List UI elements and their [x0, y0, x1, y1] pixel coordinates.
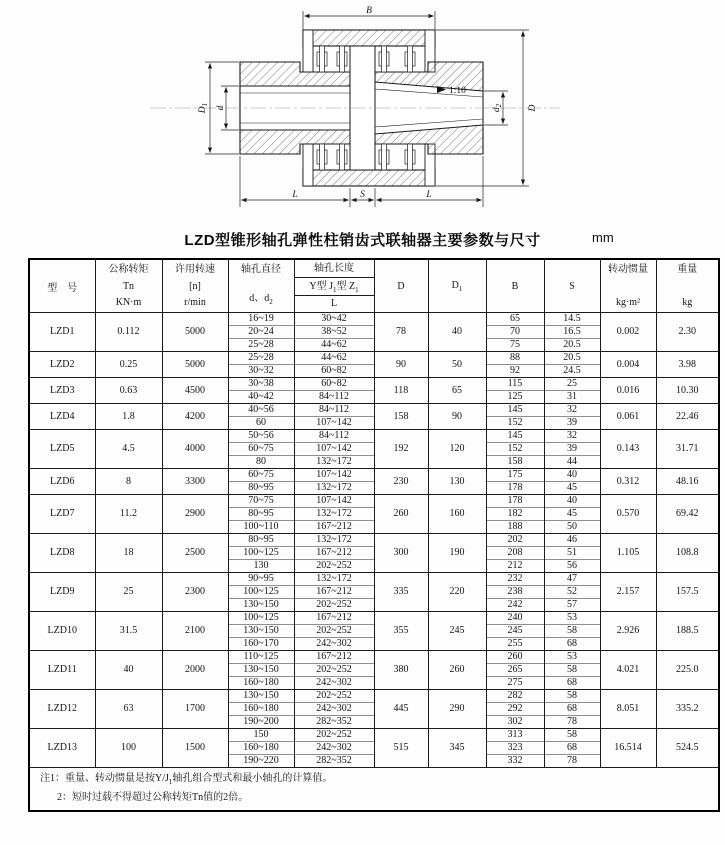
table-cell: 178 — [486, 482, 544, 495]
table-cell: 1500 — [162, 729, 228, 768]
table-cell: LZD9 — [29, 573, 95, 612]
table-cell: 57 — [544, 599, 600, 612]
table-cell: LZD3 — [29, 378, 95, 404]
sleeve-flange-bottom — [303, 170, 435, 186]
table-cell: 167~212 — [294, 612, 374, 625]
table-cell: 225.0 — [656, 651, 719, 690]
table-cell: 40 — [544, 469, 600, 482]
table-cell: 46 — [544, 534, 600, 547]
table-cell: 20~24 — [228, 326, 294, 339]
table-cell: 53 — [544, 651, 600, 664]
table-cell: 3.98 — [656, 352, 719, 378]
table-cell: 25 — [95, 573, 162, 612]
table-cell: 202~252 — [294, 625, 374, 638]
table-cell: 2500 — [162, 534, 228, 573]
table-cell: 100 — [95, 729, 162, 768]
table-row-lzd1 — [29, 313, 719, 326]
table-cell: 2.30 — [656, 313, 719, 352]
table-cell: 10.30 — [656, 378, 719, 404]
table-cell: 188.5 — [656, 612, 719, 651]
table-cell: 78 — [544, 755, 600, 768]
table-cell: 118 — [374, 378, 428, 404]
table-cell: 4500 — [162, 378, 228, 404]
table-cell: 68 — [544, 638, 600, 651]
table-cell: 68 — [544, 703, 600, 716]
table-cell: LZD4 — [29, 404, 95, 430]
table-cell: 0.25 — [95, 352, 162, 378]
table-cell: 130~150 — [228, 625, 294, 638]
table-row-lzd7 — [29, 495, 719, 508]
table-cell: 108.8 — [656, 534, 719, 573]
table-cell: 84~112 — [294, 404, 374, 417]
dim-label-s: S — [360, 190, 365, 200]
table-cell: 70 — [486, 326, 544, 339]
table-cell: 3300 — [162, 469, 228, 495]
table-cell: 60~82 — [294, 378, 374, 391]
table-cell: 115 — [486, 378, 544, 391]
table-cell: 132~172 — [294, 534, 374, 547]
table-cell: 25 — [544, 378, 600, 391]
table-cell: 242 — [486, 599, 544, 612]
table-row-lzd12 — [29, 690, 719, 703]
table-cell: 90 — [374, 352, 428, 378]
table-cell: 22.46 — [656, 404, 719, 430]
table-cell: 60~82 — [294, 365, 374, 378]
table-cell: 107~142 — [294, 469, 374, 482]
table-cell: 30~32 — [228, 365, 294, 378]
table-cell: 335.2 — [656, 690, 719, 729]
table-cell: 58 — [544, 625, 600, 638]
table-cell: 50 — [544, 521, 600, 534]
table-cell: 65 — [486, 313, 544, 326]
note-1: 注1：重量、转动惯量是按$Y/J_1$轴孔组合型式和最小轴孔的计算值。 — [40, 773, 333, 786]
technical-drawing — [0, 0, 725, 226]
table-cell: 190 — [428, 534, 486, 573]
table-cell: 145 — [486, 404, 544, 417]
table-cell: 68 — [544, 677, 600, 690]
table-cell: LZD5 — [29, 430, 95, 469]
table-cell: LZD13 — [29, 729, 95, 768]
table-cell: 5000 — [162, 313, 228, 352]
table-cell: 132~172 — [294, 573, 374, 586]
table-cell: 1.105 — [600, 534, 656, 573]
title-row — [0, 229, 725, 250]
table-cell: 265 — [486, 664, 544, 677]
col-header-D: D — [374, 259, 428, 313]
table-cell: 292 — [486, 703, 544, 716]
table-cell: 39 — [544, 417, 600, 430]
table-cell: 4000 — [162, 430, 228, 469]
note-2: 2：短时过载不得超过公称转矩Tn值的2倍。 — [57, 792, 249, 803]
table-row-lzd5 — [29, 430, 719, 443]
table-cell: LZD8 — [29, 534, 95, 573]
table-cell: 11.2 — [95, 495, 162, 534]
table-cell: LZD7 — [29, 495, 95, 534]
table-cell: 0.016 — [600, 378, 656, 404]
table-row-lzd13 — [29, 729, 719, 742]
table-cell: 31.5 — [95, 612, 162, 651]
table-cell: 65 — [428, 378, 486, 404]
table-cell: LZD6 — [29, 469, 95, 495]
table-cell: 4.5 — [95, 430, 162, 469]
table-cell: 51 — [544, 547, 600, 560]
table-cell: 282~352 — [294, 755, 374, 768]
table-cell: 58 — [544, 690, 600, 703]
table-cell: 30~42 — [294, 313, 374, 326]
col-header-inertia: 转动惯量 kg·m² — [600, 259, 656, 313]
table-cell: 47 — [544, 573, 600, 586]
taper-label: 1:10 — [449, 86, 466, 96]
table-cell: 242~302 — [294, 638, 374, 651]
table-cell: 0.112 — [95, 313, 162, 352]
table-cell: 2100 — [162, 612, 228, 651]
col-header-weight: 重量 kg — [656, 259, 719, 313]
notes-row — [29, 768, 719, 812]
table-cell: 0.002 — [600, 313, 656, 352]
table-cell: 45 — [544, 482, 600, 495]
table-cell: 2000 — [162, 651, 228, 690]
table-cell: 302 — [486, 716, 544, 729]
table-cell: 167~212 — [294, 547, 374, 560]
table-cell: 60 — [228, 417, 294, 430]
table-row-lzd10 — [29, 612, 719, 625]
table-cell: 152 — [486, 417, 544, 430]
flange-cap — [303, 30, 313, 72]
table-cell: 8 — [95, 469, 162, 495]
table-cell: 58 — [544, 664, 600, 677]
table-cell: 335 — [374, 573, 428, 612]
table-cell: 78 — [544, 716, 600, 729]
table-cell: 220 — [428, 573, 486, 612]
table-cell: 107~142 — [294, 417, 374, 430]
table-cell: 192 — [374, 430, 428, 469]
table-cell: 4.021 — [600, 651, 656, 690]
table-cell: 190~220 — [228, 755, 294, 768]
table-cell: 120 — [428, 430, 486, 469]
dim-label-d-bore: d — [216, 105, 226, 111]
table-cell: 16.5 — [544, 326, 600, 339]
col-header-D1: $D_1$ — [428, 259, 486, 313]
table-cell: 48.16 — [656, 469, 719, 495]
table-cell: 40~56 — [228, 404, 294, 417]
table-cell: 130~150 — [228, 690, 294, 703]
table-row-lzd11 — [29, 651, 719, 664]
table-cell: 202 — [486, 534, 544, 547]
sleeve-flange-top — [303, 30, 435, 46]
table-cell: 130 — [228, 560, 294, 573]
table-cell: 2.157 — [600, 573, 656, 612]
unit-label: mm — [592, 230, 614, 245]
table-cell: 80 — [228, 456, 294, 469]
table-cell: 202~252 — [294, 599, 374, 612]
table-cell: 25~28 — [228, 339, 294, 352]
table-cell: 31.71 — [656, 430, 719, 469]
table-row-lzd4 — [29, 404, 719, 417]
table-cell: 31 — [544, 391, 600, 404]
table-cell: 0.061 — [600, 404, 656, 430]
table-cell: 175 — [486, 469, 544, 482]
table-cell: 208 — [486, 547, 544, 560]
table-cell: LZD1 — [29, 313, 95, 352]
table-cell: 38~52 — [294, 326, 374, 339]
table-cell: 0.143 — [600, 430, 656, 469]
table-cell: 84~112 — [294, 391, 374, 404]
table-cell: 160 — [428, 495, 486, 534]
table-cell: 8.051 — [600, 690, 656, 729]
table-cell: 242~302 — [294, 677, 374, 690]
table-cell: 16~19 — [228, 313, 294, 326]
table-cell: 160~170 — [228, 638, 294, 651]
table-cell: 167~212 — [294, 521, 374, 534]
table-row-lzd2 — [29, 352, 719, 365]
table-cell: 160~180 — [228, 703, 294, 716]
table-cell: 290 — [428, 690, 486, 729]
table-cell: 88 — [486, 352, 544, 365]
table-cell: 245 — [428, 612, 486, 651]
table-cell: 52 — [544, 586, 600, 599]
table-cell: 100~125 — [228, 612, 294, 625]
table-cell: 44~62 — [294, 339, 374, 352]
table-cell: 167~212 — [294, 651, 374, 664]
table-cell: 60~75 — [228, 443, 294, 456]
table-cell: 80~95 — [228, 482, 294, 495]
table-cell: 132~172 — [294, 508, 374, 521]
parameters-table — [28, 258, 720, 812]
table-cell: 130~150 — [228, 664, 294, 677]
table-cell: 44 — [544, 456, 600, 469]
flange-cap — [303, 144, 313, 186]
col-header-model: 型 号 — [29, 259, 95, 313]
col-header-speed: 许用转速 [n] r/min — [162, 259, 228, 313]
table-cell: 150 — [228, 729, 294, 742]
table-cell: 178 — [486, 495, 544, 508]
table-cell: 45 — [544, 508, 600, 521]
table-cell: LZD2 — [29, 352, 95, 378]
table-cell: 188 — [486, 521, 544, 534]
table-row-lzd9 — [29, 573, 719, 586]
table-row-lzd3 — [29, 378, 719, 391]
table-cell: 0.63 — [95, 378, 162, 404]
table-cell: 242~302 — [294, 742, 374, 755]
table-cell: 4200 — [162, 404, 228, 430]
table-notes — [29, 768, 719, 812]
table-cell: 24.5 — [544, 365, 600, 378]
table-cell: 380 — [374, 651, 428, 690]
table-cell: 100~110 — [228, 521, 294, 534]
table-cell: 212 — [486, 560, 544, 573]
table-cell: 30~38 — [228, 378, 294, 391]
table-cell: LZD10 — [29, 612, 95, 651]
table-cell: 130 — [428, 469, 486, 495]
table-cell: 202~252 — [294, 729, 374, 742]
table-cell: 232 — [486, 573, 544, 586]
table-cell: 300 — [374, 534, 428, 573]
table-cell: 0.312 — [600, 469, 656, 495]
table-cell: 78 — [374, 313, 428, 352]
table-cell: 68 — [544, 742, 600, 755]
table-cell: 32 — [544, 404, 600, 417]
table-cell: 160~180 — [228, 677, 294, 690]
table-cell: 2300 — [162, 573, 228, 612]
table-cell: 40~42 — [228, 391, 294, 404]
table-cell: 145 — [486, 430, 544, 443]
dim-label-d1: $D_1$ — [198, 102, 209, 114]
table-cell: 242~302 — [294, 703, 374, 716]
table-cell: 1.8 — [95, 404, 162, 430]
table-cell: 90 — [428, 404, 486, 430]
dim-label-b: B — [366, 6, 372, 16]
table-cell: 56 — [544, 560, 600, 573]
table-cell: 107~142 — [294, 495, 374, 508]
table-cell: 125 — [486, 391, 544, 404]
table-cell: 230 — [374, 469, 428, 495]
page-title: LZD型锥形轴孔弹性柱销齿式联轴器主要参数与尺寸 — [184, 232, 541, 249]
col-header-bore-length: 轴孔长度 Y型 $J_1$型 $Z_1$ L — [294, 259, 374, 313]
table-cell: 44~62 — [294, 352, 374, 365]
table-cell: 58 — [544, 729, 600, 742]
table-cell: 130~150 — [228, 599, 294, 612]
table-cell: 84~112 — [294, 430, 374, 443]
col-header-B: B — [486, 259, 544, 313]
table-cell: 80~95 — [228, 534, 294, 547]
table-cell: 132~172 — [294, 456, 374, 469]
col-header-bore-diameter: 轴孔直径 d、$d_2$ — [228, 259, 294, 313]
dim-label-l-right: L — [426, 190, 432, 200]
table-cell: 110~125 — [228, 651, 294, 664]
table-cell: 2900 — [162, 495, 228, 534]
table-cell: 60~75 — [228, 469, 294, 482]
table-cell: 92 — [486, 365, 544, 378]
table-cell: 167~212 — [294, 586, 374, 599]
table-cell: 5000 — [162, 352, 228, 378]
table-cell: 158 — [374, 404, 428, 430]
table-cell: 53 — [544, 612, 600, 625]
table-cell: 80~95 — [228, 508, 294, 521]
table-header-row — [29, 259, 719, 313]
col-header-torque: 公称转矩 Tn KN·m — [95, 259, 162, 313]
table-cell: 20.5 — [544, 339, 600, 352]
table-cell: 345 — [428, 729, 486, 768]
table-cell: 240 — [486, 612, 544, 625]
table-cell: 75 — [486, 339, 544, 352]
table-cell: 260 — [428, 651, 486, 690]
table-cell: 255 — [486, 638, 544, 651]
table-row-lzd6 — [29, 469, 719, 482]
table-cell: 20.5 — [544, 352, 600, 365]
table-cell: 0.570 — [600, 495, 656, 534]
table-cell: 1700 — [162, 690, 228, 729]
table-cell: 40 — [544, 495, 600, 508]
table-cell: 355 — [374, 612, 428, 651]
table-cell: 16.514 — [600, 729, 656, 768]
table-cell: 182 — [486, 508, 544, 521]
table-cell: 25~28 — [228, 352, 294, 365]
table-cell: LZD12 — [29, 690, 95, 729]
table-cell: 313 — [486, 729, 544, 742]
table-cell: 323 — [486, 742, 544, 755]
table-row-lzd8 — [29, 534, 719, 547]
table-cell: 515 — [374, 729, 428, 768]
table-cell: 100~125 — [228, 586, 294, 599]
table-cell: 18 — [95, 534, 162, 573]
table-cell: 152 — [486, 443, 544, 456]
table-cell: 190~200 — [228, 716, 294, 729]
table-cell: 260 — [486, 651, 544, 664]
table-cell: 157.5 — [656, 573, 719, 612]
table-cell: 90~95 — [228, 573, 294, 586]
dim-label-l-left: L — [292, 190, 298, 200]
col-header-S: S — [544, 259, 600, 313]
table-cell: 245 — [486, 625, 544, 638]
table-cell: LZD11 — [29, 651, 95, 690]
table-cell: 445 — [374, 690, 428, 729]
table-cell: 332 — [486, 755, 544, 768]
table-cell: 202~252 — [294, 690, 374, 703]
table-cell: 524.5 — [656, 729, 719, 768]
table-cell: 70~75 — [228, 495, 294, 508]
table-cell: 50~56 — [228, 430, 294, 443]
table-cell: 32 — [544, 430, 600, 443]
table-cell: 202~252 — [294, 664, 374, 677]
table-cell: 282 — [486, 690, 544, 703]
table-cell: 282~352 — [294, 716, 374, 729]
table-cell: 260 — [374, 495, 428, 534]
table-cell: 202~252 — [294, 560, 374, 573]
table-cell: 238 — [486, 586, 544, 599]
table-cell: 275 — [486, 677, 544, 690]
table-cell: 50 — [428, 352, 486, 378]
table-cell: 39 — [544, 443, 600, 456]
table-cell: 158 — [486, 456, 544, 469]
table-cell: 107~142 — [294, 443, 374, 456]
table-cell: 100~125 — [228, 547, 294, 560]
table-cell: 40 — [428, 313, 486, 352]
dim-label-d2: $d_2$ — [492, 103, 503, 113]
table-cell: 14.5 — [544, 313, 600, 326]
table-cell: 160~180 — [228, 742, 294, 755]
table-cell: 132~172 — [294, 482, 374, 495]
table-cell: 63 — [95, 690, 162, 729]
table-cell: 0.004 — [600, 352, 656, 378]
dim-label-d-outer: D — [528, 104, 538, 112]
table-cell: 2.926 — [600, 612, 656, 651]
table-cell: 69.42 — [656, 495, 719, 534]
table-cell: 40 — [95, 651, 162, 690]
